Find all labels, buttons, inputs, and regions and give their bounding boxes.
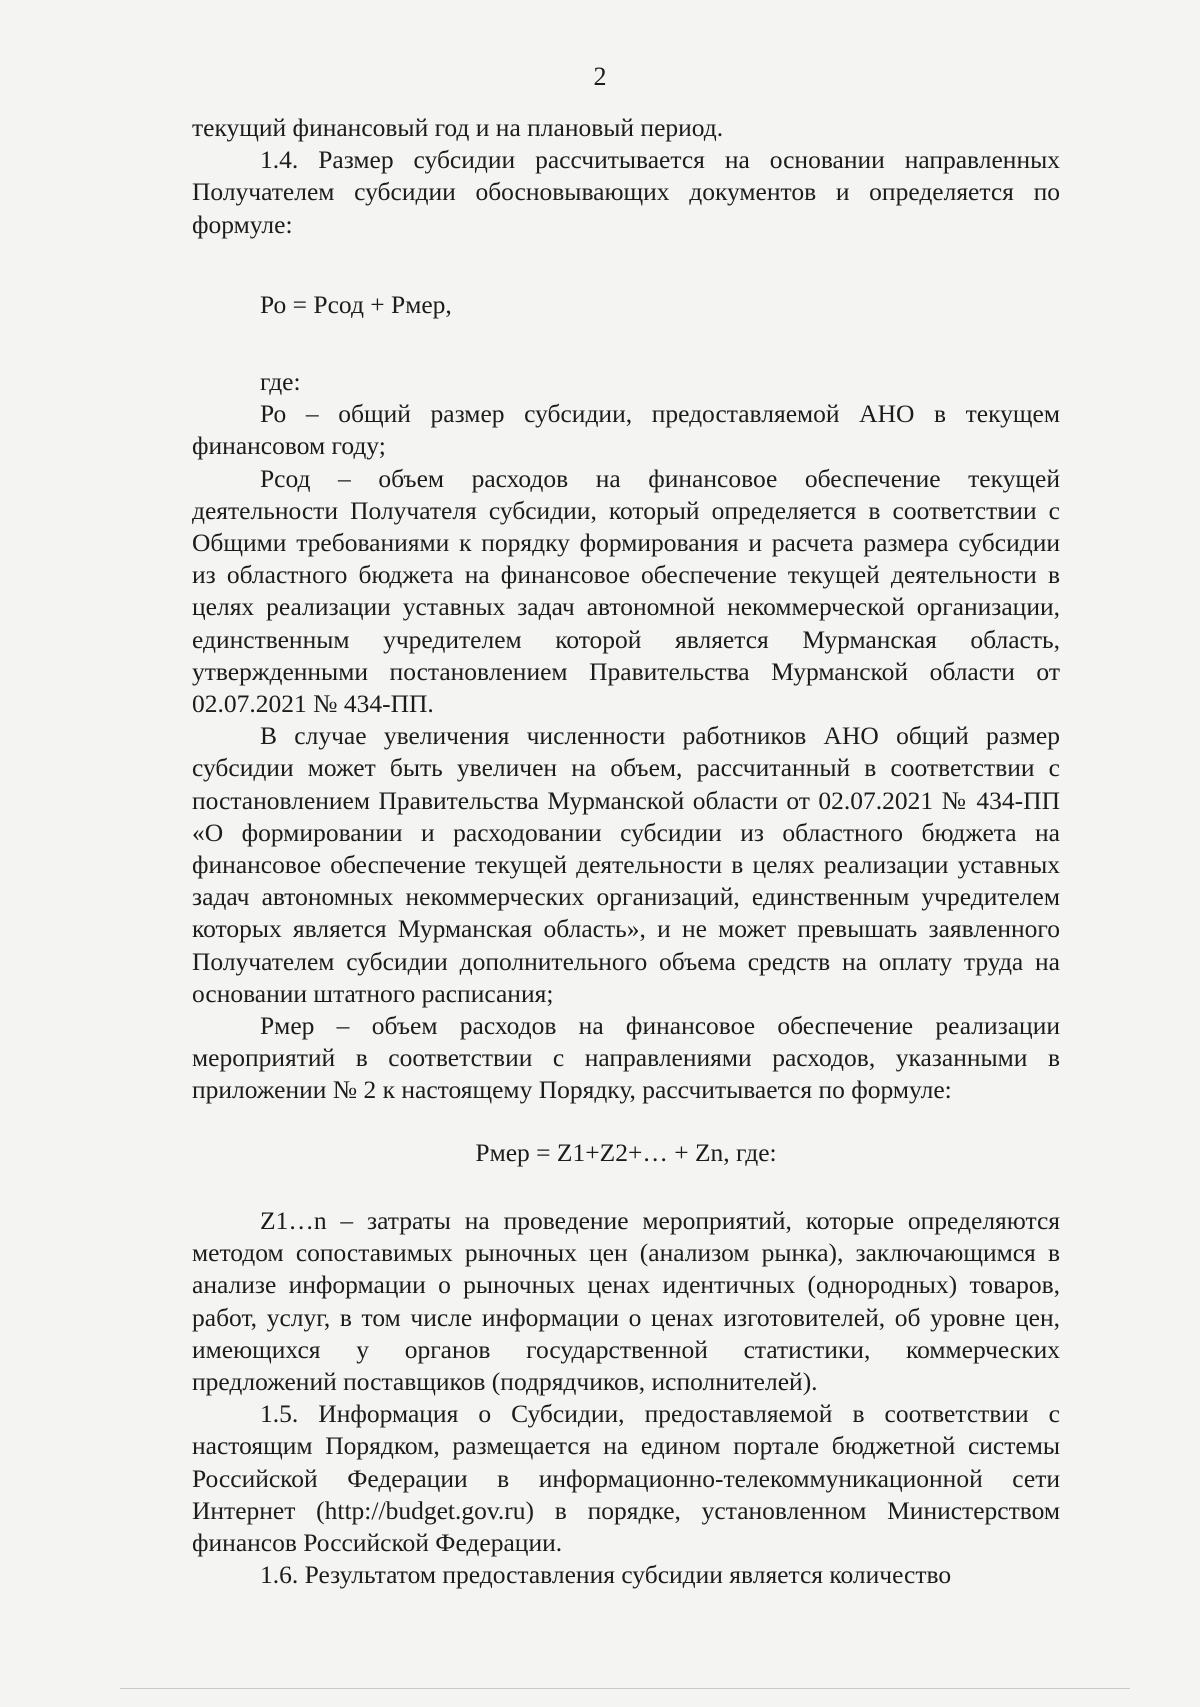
paragraph-1-6: 1.6. Результатом предоставления субсидии является количество [260, 1560, 952, 1590]
spacer [192, 241, 1060, 289]
scan-edge-line [120, 1688, 1130, 1689]
paragraph-1-5: 1.5. Информация о Субсидии, предоставляемой в соответствии с настоящим Порядком, размещается на едином портале бюджетной системы Российской Федерации в информационно-телекоммуникационной сети Интернет (http://budget.gov.ru) в порядке, установленном Министерством финансов Российской Федерации. [192, 1399, 1060, 1557]
paragraph-staff-increase: В случае увеличения численности работников АНО общий размер субсидии может быть увеличен на объем, рассчитанный в соответствии с постановлением Правительства Мурманской области от 02.07.2021 № 434-ПП «О формировании и расходовании субсидии из областного бюджета на финансовое обеспечение текущей деятельности в целях реализации уставных задач автономных некоммерческих организаций, единственным учредителем которых является Мурманская область», и не может превышать заявленного Получателем субсидии дополнительного объема средств на оплату труда на основании штатного расписания; [192, 721, 1060, 1008]
paragraph-1-4: 1.4. Размер субсидии рассчитывается на основании направленных Получателем субсидии обосновывающих документов и определяется по формуле: [192, 145, 1060, 239]
definition-rmer: Рмер – объем расходов на финансовое обеспечение реализации мероприятий в соответствии с направлениями расходов, указанными в приложении № 2 к настоящему Порядку, рассчитывается по формуле: [192, 1011, 1060, 1105]
paragraph-continuation: текущий финансовый год и на плановый период. [192, 113, 724, 142]
definition-ro: Ро – общий размер субсидии, предоставляемой АНО в текущем финансовом году; [192, 399, 1060, 461]
document-body [192, 112, 1060, 1591]
spacer [192, 1107, 1060, 1137]
spacer [192, 321, 1060, 366]
formula-events-cost: Рмер = Z1+Z2+… + Zn, где: [475, 1137, 777, 1167]
formula-total-subsidy: Ро = Рсод + Рмер, [260, 289, 452, 319]
definition-rsod: Рсод – объем расходов на финансовое обеспечение текущей деятельности Получателя субсидии, который определяется в соответствии с Общими требованиями к порядку формирования и расчета размера субсидии из областного бюджета на финансовое обеспечение текущей деятельности в целях реализации уставных задач автономной некоммерческой организации, единственным учредителем которой является Мурманская область, утвержденными постановлением Правительства Мурманской области от 02.07.2021 № 434-ПП. [192, 463, 1060, 719]
where-label: где: [260, 367, 301, 397]
page-number: 2 [593, 62, 607, 91]
definition-z: Z1…n – затраты на проведение мероприятий, которые определяются методом сопоставимых рыночных цен (анализом рынка), заключающимся в анализе информации о рыночных ценах идентичных (однородных) товаров, работ, услуг, в том числе информации о ценах изготовителей, об уровне цен, имеющихся у органов государственной статистики, коммерческих предложений поставщиков (подрядчиков, исполнителей). [192, 1205, 1060, 1396]
spacer [192, 1169, 1060, 1205]
